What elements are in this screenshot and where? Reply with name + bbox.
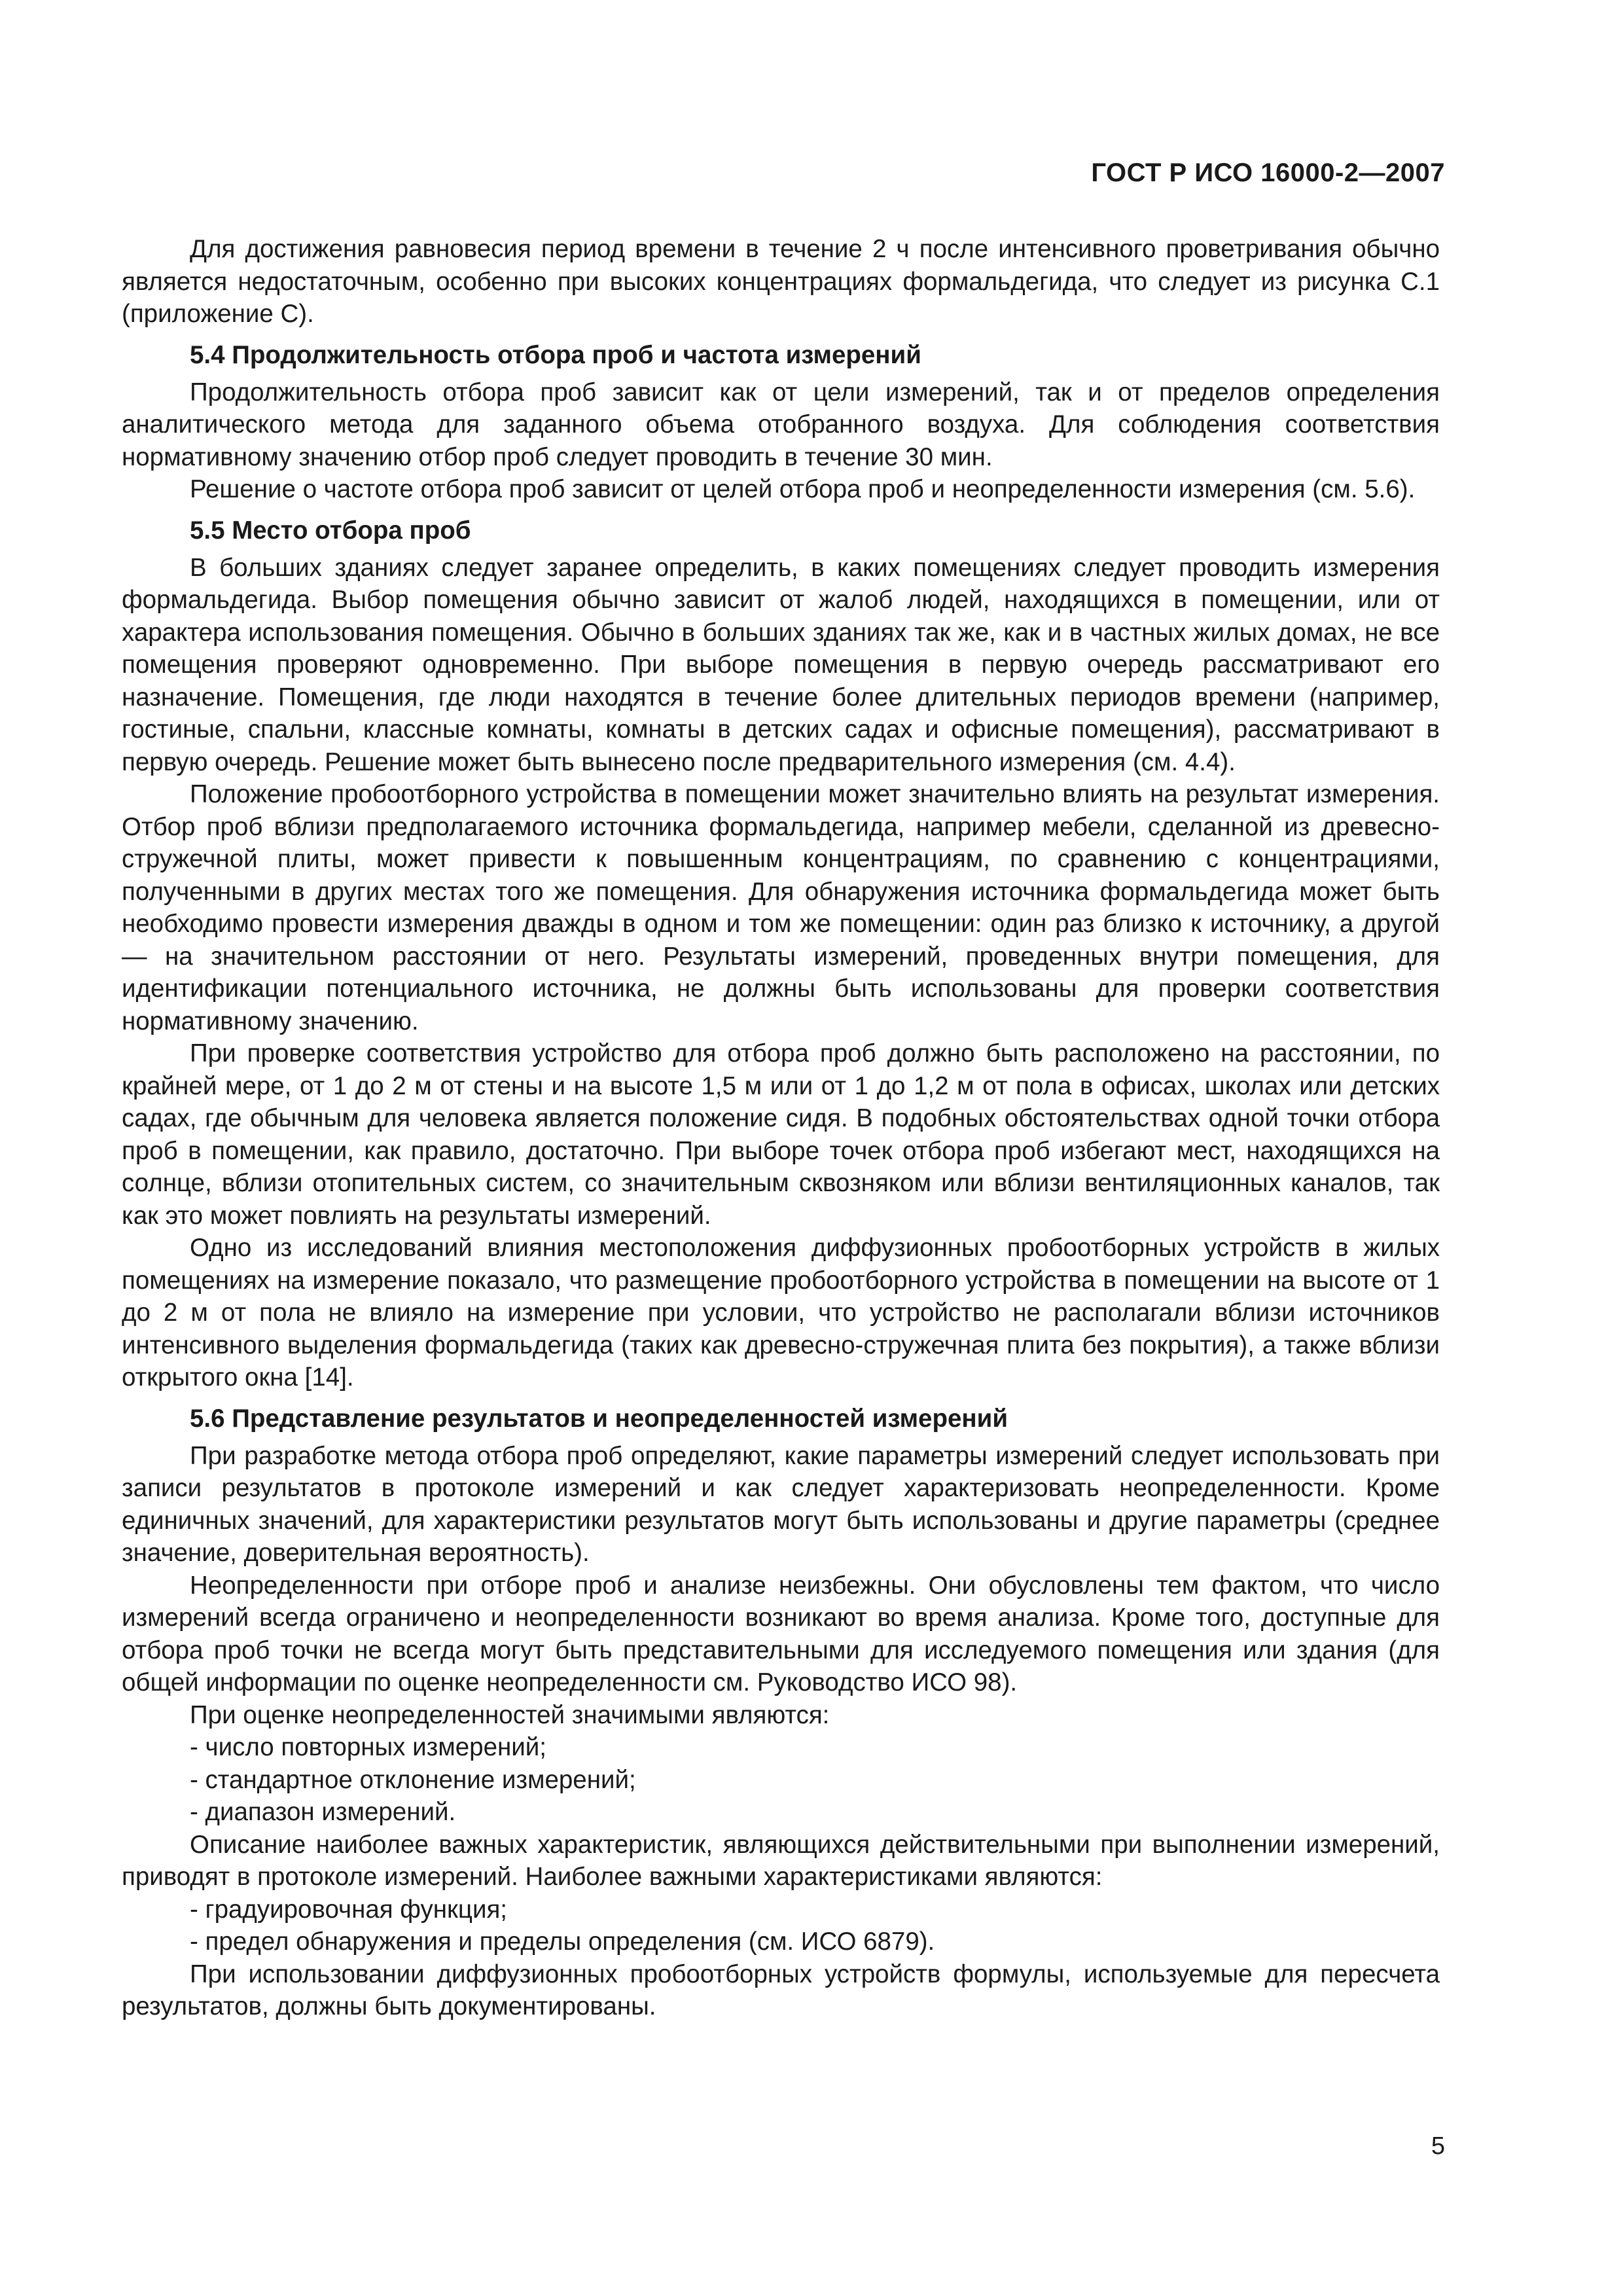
paragraph: При проверке соответствия устройство для отбора проб должно быть расположено на расстоянии, по крайней мере, от 1 до 2 м от стены и на высоте 1,5 м или от 1 до 1,2 м от пола в офисах, школах или детских садах, где обычным для человека является положение сидя. В подобных обстоятельствах одной точки отбора проб в помещении, как правило, достаточно. При выборе точек отбора проб избегают мест, находящихся на солнце, вблизи отопительных систем, со значительным сквозняком или вблизи вентиляционных каналов, так как это может повлиять на результаты измерений. bbox=[122, 1039, 1440, 1230]
paragraph: При разработке метода отбора проб определяют, какие параметры измерений следует использовать при записи результатов в протоколе измерений и как следует характеризовать неопределенности. Кроме единичных значений, для характеристики результатов могут быть использованы и другие параметры (среднее значение, доверительная вероятность). bbox=[122, 1441, 1440, 1567]
paragraph: При использовании диффузионных пробоотборных устройств формулы, используемые для пересчета результатов, должны быть документированы. bbox=[122, 1960, 1440, 2020]
list-item: - число повторных измерений; bbox=[190, 1731, 1440, 1764]
list-item: - стандартное отклонение измерений; bbox=[190, 1764, 1440, 1797]
paragraph: Описание наиболее важных характеристик, являющихся действительными при выполнении измерений, приводят в протоколе измерений. Наиболее важными характеристиками являются: bbox=[122, 1830, 1440, 1891]
section-heading-5-5: 5.5 Место отбора проб bbox=[190, 516, 471, 545]
uncertainty-list bbox=[122, 1731, 1440, 1829]
document-header: ГОСТ Р ИСО 16000-2—2007 bbox=[1091, 158, 1445, 187]
paragraph: При оценке неопределенностей значимыми являются: bbox=[190, 1700, 830, 1729]
paragraph: Продолжительность отбора проб зависит как от цели измерений, так и от пределов определения аналитического метода для заданного объема отобранного воздуха. Для соблюдения соответствия нормативному значению отбор проб следует проводить в течение 30 мин. bbox=[122, 378, 1440, 471]
page-number: 5 bbox=[1431, 2132, 1445, 2160]
paragraph: Неопределенности при отборе проб и анализе неизбежны. Они обусловлены тем фактом, что число измерений всегда ограничено и неопределенности возникают во время анализа. Кроме того, доступные для отбора проб точки не всегда могут быть представительными для исследуемого помещения или здания (для общей информации по оценке неопределенности см. Руководство ИСО 98). bbox=[122, 1571, 1440, 1696]
paragraph: В больших зданиях следует заранее определить, в каких помещениях следует проводить измерения формальдегида. Выбор помещения обычно зависит от жалоб людей, находящихся в помещении, или от характера использования помещения. Обычно в больших зданиях так же, как и в частных жилых домах, не все помещения проверяют одновременно. При выборе помещения в первую очередь рассматривают его назначение. Помещения, где люди находятся в течение более длительных периодов времени (например, гостиные, спальни, классные комнаты, комнаты в детских садах и офисные помещения), рассматривают в первую очередь. Решение может быть вынесено после предварительного измерения (см. 4.4). bbox=[122, 553, 1440, 776]
list-item: - диапазон измерений. bbox=[190, 1796, 1440, 1829]
paragraph: Решение о частоте отбора проб зависит от целей отбора проб и неопределенности измерения (см. 5.6). bbox=[190, 475, 1416, 503]
section-heading-5-4: 5.4 Продолжительность отбора проб и частота измерений bbox=[190, 340, 921, 369]
section-heading-5-6: 5.6 Представление результатов и неопределенностей измерений bbox=[190, 1404, 1008, 1433]
characteristics-list bbox=[122, 1893, 1440, 1958]
paragraph: Для достижения равновесия период времени в течение 2 ч после интенсивного проветривания обычно является недостаточным, особенно при высоких концентрациях формальдегида, что следует из рисунка С.1 (приложение С). bbox=[122, 235, 1440, 328]
paragraph: Одно из исследований влияния местоположения диффузионных пробоотборных устройств в жилых помещениях на измерение показало, что размещение пробоотборного устройства в помещении на высоте от 1 до 2 м от пола не влияло на измерение при условии, что устройство не располагали вблизи источников интенсивного выделения формальдегида (таких как древесно-стружечная плита без покрытия), а также вблизи открытого окна [14]. bbox=[122, 1234, 1440, 1391]
list-item: - градуировочная функция; bbox=[190, 1893, 1440, 1926]
list-item: - предел обнаружения и пределы определения (см. ИСО 6879). bbox=[190, 1926, 1440, 1958]
document-body bbox=[122, 233, 1440, 2023]
paragraph: Положение пробоотборного устройства в помещении может значительно влиять на результат измерения. Отбор проб вблизи предполагаемого источника формальдегида, например мебели, сделанной из древесно-стружечной плиты, может привести к повышенным концентрациям, по сравнению с концентрациями, полученными в других местах того же помещения. Для обнаружения источника формальдегида может быть необходимо провести измерения дважды в одном и том же помещении: один раз близко к источнику, а другой — на значительном расстоянии от него. Результаты измерений, проведенных внутри помещения, для идентификации потенциального источника, не должны быть использованы для проверки соответствия нормативному значению. bbox=[122, 780, 1440, 1035]
